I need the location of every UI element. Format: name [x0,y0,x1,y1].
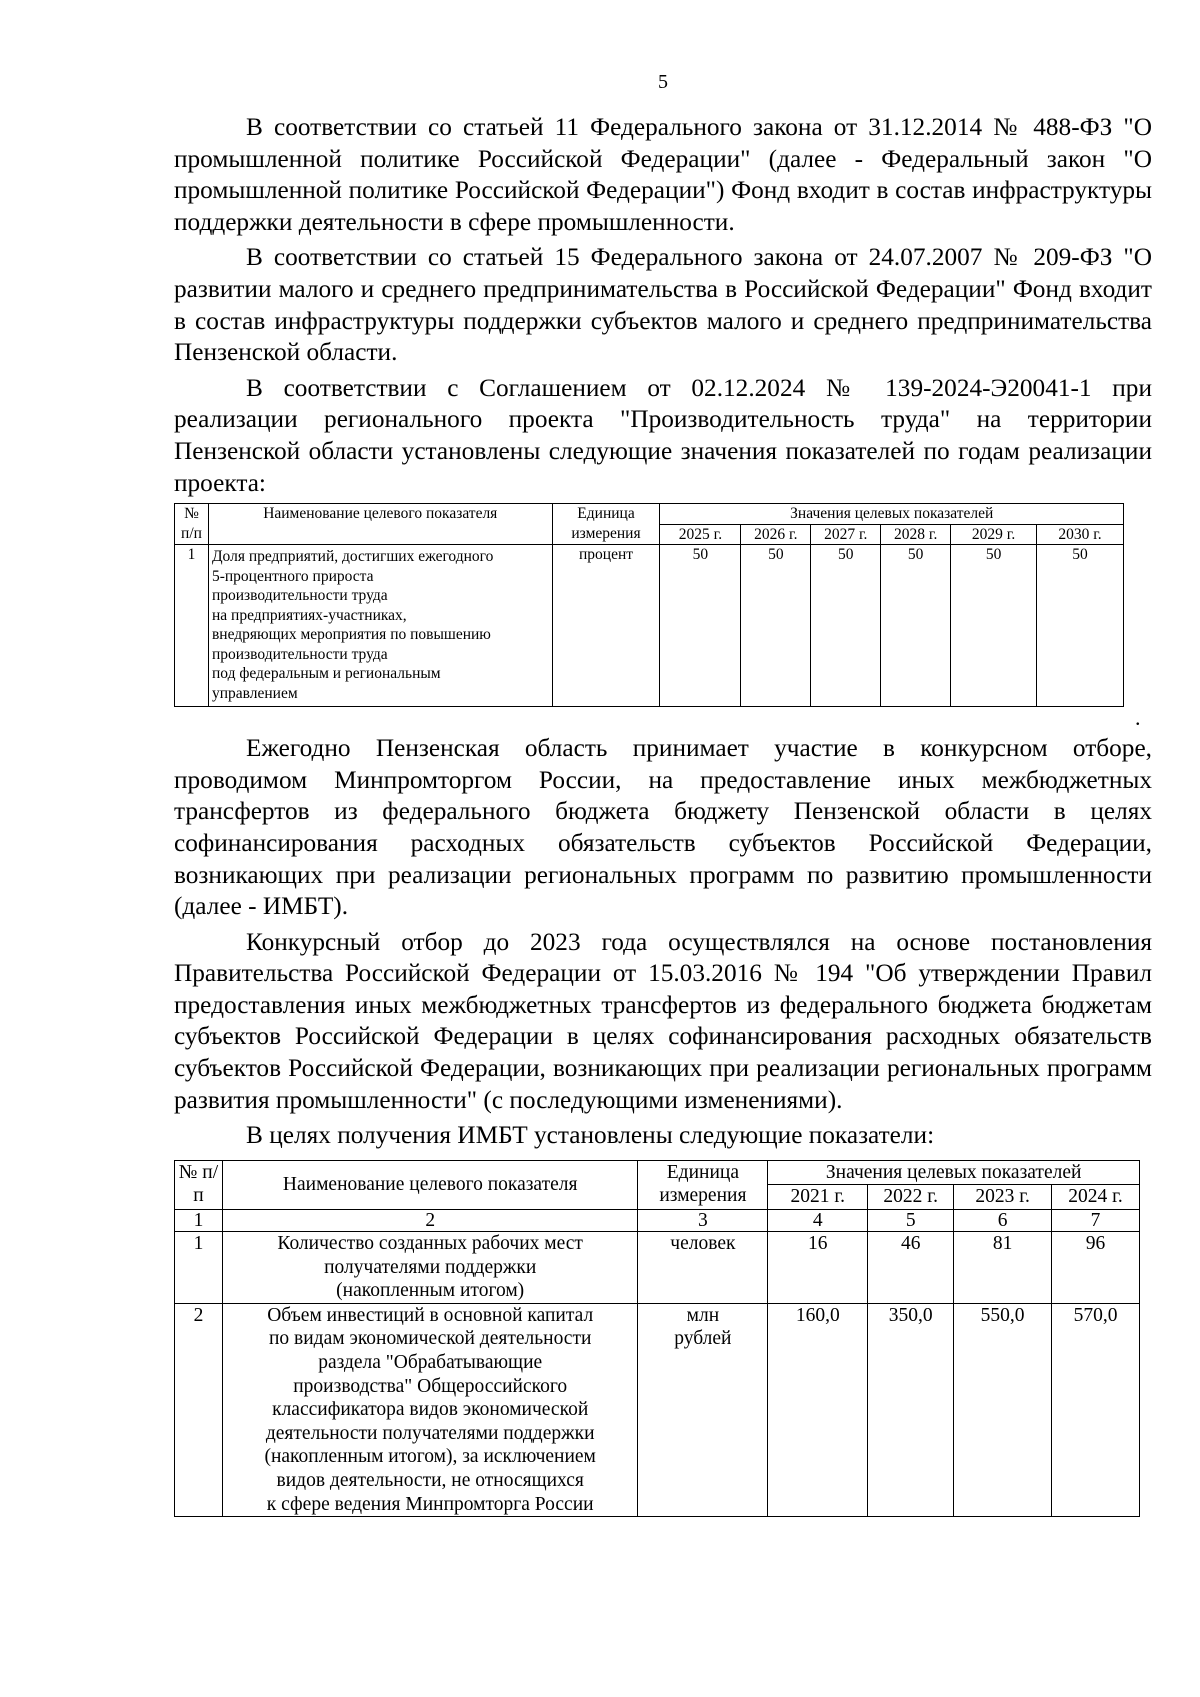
header-name: Наименование целевого показателя [208,504,552,545]
name-line: по видам экономической деятельности [268,1328,592,1350]
name-line: управлением [211,684,298,702]
cell-unit: процент [552,545,660,707]
cell-value: 81 [954,1232,1052,1304]
cell-unit [638,1232,768,1304]
header-year: 2022 г. [868,1185,954,1210]
header-name: Наименование целевого показателя [222,1160,637,1209]
table-row [175,545,1124,707]
imbt-indicators-table [174,1160,1140,1517]
name-line: Доля предприятий, достигших ежегодного [211,548,494,566]
cell-name [222,1303,637,1516]
header-year: 2024 г. [1052,1185,1140,1210]
cell-name [222,1232,637,1304]
header-year: 2030 г. [1037,524,1124,545]
name-line: видов деятельности, не относящихся [276,1469,584,1491]
cell-num: 1 [175,1232,223,1304]
header-num: № п/п [175,1160,223,1209]
header-year: 2026 г. [741,524,811,545]
cell-value: 570,0 [1052,1303,1140,1516]
cell-value: 350,0 [868,1303,954,1516]
unit-line: млн [686,1304,720,1326]
name-line: получателями поддержки [324,1256,537,1278]
unit-line: человек [670,1233,736,1255]
name-line: раздела "Обрабатывающие [318,1352,543,1373]
header-year: 2021 г. [768,1185,868,1210]
header-year: 2025 г. [660,524,741,545]
paragraph-6: В целях получения ИМБТ установлены следующие показатели: [246,1121,935,1150]
page-number: 5 [658,71,668,93]
column-number: 7 [1052,1210,1140,1232]
name-line: 5-процентного прироста [211,567,374,585]
cell-value: 160,0 [768,1303,868,1516]
header-values: Значения целевых показателей [660,504,1124,525]
name-line: Количество созданных рабочих мест [277,1233,583,1255]
column-number: 1 [175,1210,223,1232]
name-line: внедряющих мероприятия по повышению [211,626,491,644]
column-number: 6 [954,1210,1052,1232]
cell-name [208,545,552,707]
name-line: (накопленным итогом), за исключением [264,1446,596,1468]
cell-value: 50 [660,545,741,707]
cell-value: 50 [741,545,811,707]
header-year: 2029 г. [951,524,1037,545]
name-line: на предприятиях-участниках, [211,606,407,624]
trailing-period: . [1135,705,1141,731]
table-1-wrapper [174,503,1152,731]
column-number-row [175,1210,1140,1232]
name-line: к сфере ведения Минпромторга России [266,1493,594,1515]
name-line: Объем инвестиций в основной капитал [267,1304,594,1326]
header-year: 2027 г. [811,524,881,545]
paragraph-1: В соответствии со статьей 11 Федерального закона от 31.12.2014 № 488-ФЗ "О промышленной политике Российской Федерации" (далее - Федеральный закон "О промышленной политике Российской Федерации") Фонд входит в состав инфраструктуры поддержки деятельности в сфере промышленности. [174,113,1152,236]
cell-num: 2 [175,1303,223,1516]
paragraph-4: Ежегодно Пензенская область принимает участие в конкурсном отборе, проводимом Минпромторгом России, на предоставление иных межбюджетных трансфертов из федерального бюджета бюджету Пензенской области в целях софинансирования расходных обязательств субъектов Российской Федерации, возникающих при реализации региональных программ по развитию промышленности (далее - ИМБТ). [174,734,1152,921]
column-number: 5 [868,1210,954,1232]
cell-value: 50 [881,545,951,707]
table-row [175,1232,1140,1304]
header-unit: Единица измерения [552,504,660,545]
cell-value: 96 [1052,1232,1140,1304]
cell-num: 1 [175,545,209,707]
column-number: 2 [222,1210,637,1232]
document-page [174,70,1152,1517]
cell-value: 550,0 [954,1303,1052,1516]
table-row [175,1303,1140,1516]
header-num: № п/п [175,504,209,545]
header-unit: Единица измерения [638,1160,768,1209]
paragraph-3: В соответствии с Соглашением от 02.12.2024 № 139-2024-Э20041-1 при реализации регионального проекта "Производительность труда" на территории Пензенской области установлены следующие значения показателей по годам реализации проекта: [174,373,1152,497]
name-line: (накопленным итогом) [336,1280,525,1302]
column-number: 4 [768,1210,868,1232]
name-line: производительности труда [211,645,388,663]
cell-value: 50 [951,545,1037,707]
header-values: Значения целевых показателей [768,1160,1140,1185]
header-year: 2028 г. [881,524,951,545]
cell-value: 50 [811,545,881,707]
cell-value: 46 [868,1232,954,1304]
name-line: под федеральным и региональным [211,665,441,683]
productivity-indicators-table [174,503,1124,707]
unit-line: рублей [674,1328,732,1350]
cell-unit [638,1303,768,1516]
name-line: производительности труда [211,587,388,605]
header-year: 2023 г. [954,1185,1052,1210]
paragraph-5: Конкурсный отбор до 2023 года осуществлялся на основе постановления Правительства Российской Федерации от 15.03.2016 № 194 "Об утверждении Правил предоставления иных межбюджетных трансфертов из федерального бюджета бюджетам субъектов Российской Федерации в целях софинансирования расходных обязательств субъектов Российской Федерации, возникающих при реализации региональных программ развития промышленности" (с последующими изменениями). [174,927,1152,1114]
cell-value: 50 [1037,545,1124,707]
name-line: деятельности получателями поддержки [265,1422,595,1444]
name-line: производства" Общероссийского [293,1375,568,1397]
name-line: классификатора видов экономической [272,1399,589,1421]
column-number: 3 [638,1210,768,1232]
paragraph-2: В соответствии со статьей 15 Федерального закона от 24.07.2007 № 209-ФЗ "О развитии малого и среднего предпринимательства в Российской Федерации" Фонд входит в состав инфраструктуры поддержки субъектов малого и среднего предпринимательства Пензенской области. [174,243,1152,367]
cell-value: 16 [768,1232,868,1304]
